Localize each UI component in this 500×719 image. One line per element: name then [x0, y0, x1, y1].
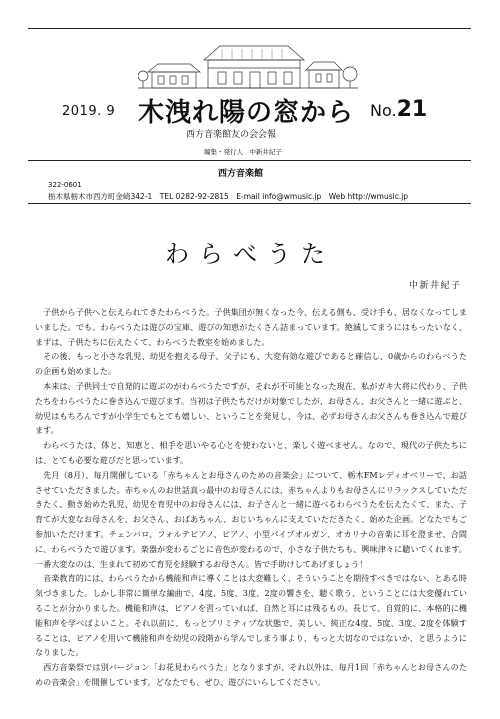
postal-code: 322-0601 — [48, 181, 82, 189]
article-paragraph: 本来は、子供同士で自発的に遊ぶのがわらべうたですが、それが不可能となった現在、私がガキ大将に代わり、子供たちをわらべうたに巻き込んで遊びます。当初は子供たちだけが対象でしたが、お母さん、お父さんと一緒に遊ぶと、幼児はもちろんですが小学生でもとても嬉しい、ということを発見し、今は、必ずお母さんお父さんも巻き込んで遊びます。 — [35, 380, 467, 436]
contact-address: 栃木県栃木市西方町金崎342-1 TEL 0282-92-2815 E-mail info@wmusic.jp Web http://wmusic.jp — [48, 192, 409, 201]
article-title: わらべうた — [165, 240, 335, 268]
issue-number — [370, 97, 427, 122]
publisher-name: 西方音楽館 — [218, 169, 264, 179]
article-body — [35, 305, 467, 690]
address-rule — [28, 203, 471, 204]
article-paragraph: わらべうたは、体と、知恵と、相手を思いやる心とを使わないと、楽しく遊べません。なので、現代の子供たちには、とても必要な遊びだと思っています。 — [35, 440, 467, 465]
article-paragraph: 先月（8月）、毎月開催している「赤ちゃんとお母さんのための音楽会」について、栃木FMレディオベリーで、お話させていただきました。赤ちゃんのお世話真っ最中のお母さんには、赤ちゃんよりもお母さんにリラックスしていただきたく、動き始めた乳児、幼児を育児中のお母さんには、お子さんと一緒に遊べるわらべうたを伝えたくて、また、子育てが大変なお母さんを、お父さん、おばあちゃん、おじいちゃんに支えていただきたく、始めた企画。どなたでもご参加いただけます。チェンバロ、フォルテピアノ、ピアノ、小型パイプオルガン、オカリナの音楽に耳を澄ませ、合間に、わらべうたで遊びます。楽器が変わるごとに音色が変わるので、小さな子供たちも、興味津々に聴いてくれます。一番大変なのは、生まれて初めて育児を経験するお母さん。皆で手助けしてあげましょう！ — [35, 469, 467, 569]
header-rule — [28, 160, 471, 161]
article-paragraph: 音楽教育的には、わらべうたから機能和声に導くことは大変難しく、そういうことを期待すべきではない、とある時気づきました。しかし非常に簡単な編曲で、4度、5度、3度、2度の響きを、聴く歌う、ということには大変優れていることが分かりました。機能和声は、ピアノを習っていれば、自然と耳には残るもの。長じて、自覚的に、本格的に機能和声を学べばよいこと。それ以前に、もっとプリミティブな状態で、美しい、純正な4度、5度、3度、2度を体験することは、ピアノを用いて機能和声を幼児の段階から学んでしまう事より、もっと大切なのではないか、と思うようになりました。 — [35, 573, 467, 658]
museum-building-illustration — [138, 38, 358, 90]
article-paragraph: 子供から子供へと伝えられてきたわらべうた。子供集団が無くなった今、伝える側も、受け手も、居なくなってしまいました。でも、わらべうたは遊びの宝庫、遊びの知恵がたくさん詰まっています。絶滅してまうにはもったいなく、まずは、子供たちに伝えたくて、わらべうた教室を始めました。 — [35, 307, 467, 347]
article-author: 中新井紀子 — [409, 281, 462, 291]
article-paragraph: その後、もっと小さな乳児、幼児を抱える母子、父子にも、大変有効な遊びであると確信し、0歳からのわらべうたの企画も始めました。 — [35, 351, 467, 377]
issue-value: 21 — [396, 97, 428, 122]
editor-credit: 編集・発行人 中新井紀子 — [204, 148, 282, 156]
newsletter-title: 木洩れ陽の窓から — [138, 98, 355, 128]
issue-prefix: No. — [370, 101, 397, 120]
top-rule — [28, 28, 471, 29]
article-paragraph: 西方音楽祭では別バージョン「お花見わらべうた」となりますが、それ以外は、毎月1回「赤ちゃんとお母さんのための音楽会」を開催しています。どなたでも、ぜひ、遊びにいらしてください。 — [35, 662, 467, 687]
issue-date: 2019. 9 — [62, 104, 116, 119]
newsletter-subtitle: 西方音楽館友の会会報 — [186, 130, 277, 140]
